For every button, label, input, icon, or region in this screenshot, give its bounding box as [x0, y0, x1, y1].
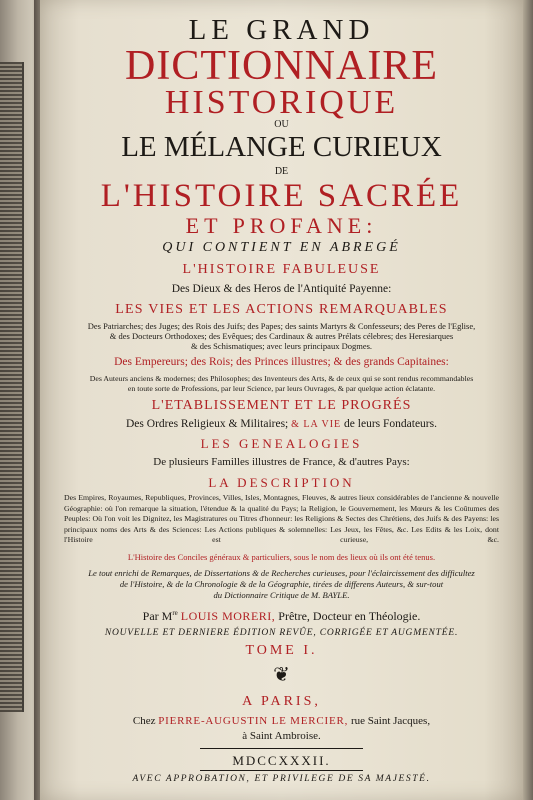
imprint-printer-line — [40, 716, 523, 727]
section-empereurs: Des Empereurs; des Rois; des Princes illustres; & des grands Capitaines: — [114, 356, 449, 368]
privilege-line: AVEC APPROBATION, ET PRIVILEGE DE SA MAJESTÉ. — [132, 774, 431, 784]
section-familles: De plusieurs Familles illustres de France, & d'autres Pays: — [153, 456, 410, 468]
author-name: LOUIS MORERI, — [180, 609, 276, 623]
section-remarques-line3: du Dictionnaire Critique de M. BAYLE. — [213, 590, 350, 600]
title-dictionnaire: DICTIONNAIRE — [125, 43, 438, 89]
section-conciles: L'Histoire des Conciles généraux & particuliers, sous le nom des lieux où ils ont été tenus. — [127, 552, 436, 562]
section-remarques-line1: Le tout enrichi de Remarques, de Dissertations & de Recherches curieuses, pour l'éclaircissement des difficultez — [88, 568, 475, 578]
imprint-chez: Chez — [132, 715, 156, 727]
edition-line: NOUVELLE ET DERNIERE ÉDITION REVÛE, CORRIGÉE ET AUGMENTÉE. — [104, 628, 459, 638]
section-ordres-religieux — [40, 419, 523, 431]
title-page — [40, 0, 523, 800]
imprint-year: MDCCXXXII. — [232, 753, 331, 768]
frontispiece-engraving — [0, 62, 24, 712]
fondateurs-text: de leurs Fondateurs. — [344, 418, 437, 430]
section-patriarches-line2: & des Docteurs Orthodoxes; des Evêques; des Cardinaux & autres Prélats célebres; des Heresiarques — [109, 331, 454, 341]
divider-rule-lower — [200, 770, 363, 771]
section-dieux-heros: Des Dieux & des Heros de l'Antiquité Payenne: — [171, 283, 392, 295]
la-vie-text: & LA VIE — [291, 419, 342, 430]
section-patriarches-line3: & des Schismatiques; avec leurs principaux Dogmes. — [190, 341, 373, 351]
section-remarques-line2: de l'Histoire, & de la Chronologie & de la Géographie, tirées de differens Auteurs, & sur-tout — [119, 579, 444, 589]
title-historique: HISTORIQUE — [164, 84, 399, 121]
printer-ornament-icon: ❦ — [273, 664, 290, 686]
section-auteurs-line1: Des Auteurs anciens & modernes; des Philosophes; des Inventeurs des Arts, & de ceux qui se sont rendus recommandables — [89, 374, 474, 383]
author-title: Prêtre, Docteur en Théologie. — [278, 609, 421, 623]
title-histoire-sacree: L'HISTOIRE SACRÉE — [100, 178, 463, 214]
author-prefix: Par M — [142, 609, 173, 623]
section-patriarches-line1: Des Patriarches; des Juges; des Rois des Juifs; des Papes; des saints Martyrs & Confesseurs; des Peres de l'Eglise, — [87, 321, 476, 331]
ordres-text: Des Ordres Religieux & Militaires; — [126, 418, 289, 430]
section-etablissement: L'ETABLISSEMENT ET LE PROGRÉS — [151, 398, 412, 413]
title-melange-curieux: LE MÉLANGE CURIEUX — [121, 131, 442, 163]
title-et-profane: ET PROFANE: — [185, 213, 378, 238]
volume-label: TOME I. — [245, 643, 318, 658]
section-vies-actions: LES VIES ET LES ACTIONS REMARQUABLES — [115, 302, 448, 317]
section-description-paragraph: Des Empires, Royaumes, Republiques, Provinces, Villes, Isles, Montagnes, Fleuves, & autres lieux considérables de l'ancienne & nouvelle Géographie: où l'on remarque la situation, l'étendue & la qualité du Pays; la Religion, le Gouvernement, les Mœurs & les Coûtumes des Peuples: Où l'on voit les Dignitez, les Magistratures ou Titres d'honneur: les Religions & Sectes des Chrétiens, des Juifs & des Payens: les principaux noms des Arts & des Sciences: Les Actions publiques & solemnelles: Les Jeux, les Fêtes, &c. Les Edits & les Loix, dont l'Histoire est curieuse, &c. — [64, 493, 499, 544]
title-ou: OU — [274, 119, 289, 130]
title-qui-contient: QUI CONTIENT EN ABREGÉ — [162, 240, 401, 255]
imprint-city: A PARIS, — [242, 694, 321, 709]
section-description: LA DESCRIPTION — [208, 475, 355, 490]
title-le-grand: LE GRAND — [188, 14, 375, 46]
section-genealogies: LES GENEALOGIES — [200, 436, 363, 451]
page-stack-edge — [523, 0, 533, 800]
imprint-sign: à Saint Ambroise. — [242, 730, 321, 742]
imprint-printer-name: PIERRE-AUGUSTIN LE MERCIER, — [158, 715, 349, 727]
author-line — [40, 610, 523, 622]
section-histoire-fabuleuse: L'HISTOIRE FABULEUSE — [182, 262, 381, 277]
author-prefix-sup: re — [172, 609, 178, 617]
divider-rule — [200, 748, 363, 749]
section-auteurs-line2: en toute sorte de Professions, par leur Science, par leurs Ouvrages, & par quelque action éclatante. — [127, 384, 436, 393]
title-de: DE — [274, 166, 289, 177]
imprint-street: rue Saint Jacques, — [350, 715, 431, 727]
